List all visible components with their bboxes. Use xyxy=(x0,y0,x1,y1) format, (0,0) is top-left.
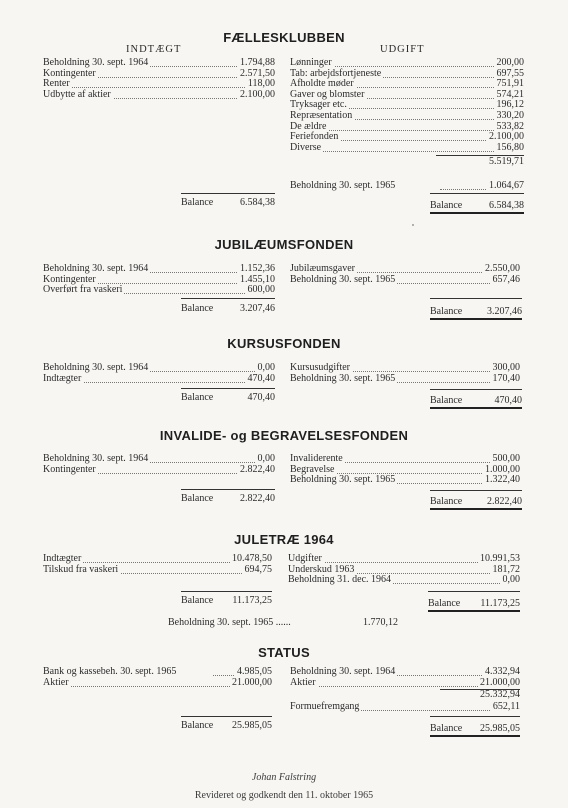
ledger-row: Diverse 156,80 xyxy=(290,141,524,153)
ledger-row: Kursusudgifter 300,00 xyxy=(290,362,520,373)
jubilaeum-expense-list xyxy=(290,264,520,285)
kursus-expense-list xyxy=(290,363,520,384)
balance-underline xyxy=(428,610,520,612)
balance-rule xyxy=(181,716,272,717)
juletrae-income-list xyxy=(43,554,272,575)
ledger-row: Tilskud fra vaskeri 694,75 xyxy=(43,563,272,575)
ledger-row: Feriefonden 2.100,00 xyxy=(290,131,524,143)
ledger-row: Formuefremgang 652,11 xyxy=(290,701,520,712)
kursus-income-list xyxy=(43,363,275,384)
section-title-kursusfonden: KURSUSFONDEN xyxy=(227,336,341,351)
ledger-row: Beholdning 30. sept. 1965 170,40 xyxy=(290,372,520,384)
ledger-row: Invaliderente 500,00 xyxy=(290,453,520,464)
income-header: INDTÆGT xyxy=(126,44,182,55)
balance-underline xyxy=(430,212,524,214)
section-title-jubilaeumsfonden: JUBILÆUMSFONDEN xyxy=(214,237,354,252)
jubilaeum-income-list xyxy=(43,264,275,296)
balance-rule xyxy=(181,591,272,592)
balance-underline xyxy=(430,735,520,737)
ledger-row: 25.332,94 xyxy=(480,689,520,700)
status-liability-list xyxy=(290,667,520,688)
balance-rule xyxy=(430,490,522,491)
ledger-row: Aktier 21.000,00 xyxy=(43,676,272,688)
balance-rule xyxy=(430,193,524,194)
faelles-income-list xyxy=(43,58,275,100)
ledger-row: Tab: arbejdsfortjeneste 697,55 xyxy=(290,67,524,79)
ledger-row: Tryksager etc. 196,12 xyxy=(290,99,524,111)
balance-underline xyxy=(430,508,522,510)
ledger-row: Gaver og blomster 574,21 xyxy=(290,88,524,100)
balance-rule xyxy=(430,389,522,390)
faelles-expense-subtotal xyxy=(290,157,524,168)
ledger-row: Kontingenter 1.455,10 xyxy=(43,273,275,285)
section-title-faellesklubben: FÆLLESKLUBBEN xyxy=(223,30,345,45)
ledger-row: 5.519,71 xyxy=(489,156,524,167)
balance-rule xyxy=(430,298,522,299)
ledger-row: Repræsentation 330,20 xyxy=(290,109,524,121)
section-title-juletrae: JULETRÆ 1964 xyxy=(234,532,334,547)
ledger-row: Beholdning 30. sept. 1964 0,00 xyxy=(43,362,275,373)
ledger-row: Renter 118,00 xyxy=(43,78,275,90)
ledger-row: Beholdning 31. dec. 1964 0,00 xyxy=(288,574,520,586)
ledger-row: Bank og kassebeh. 30. sept. 1965 4.985,05 xyxy=(43,666,272,677)
section-title-status: STATUS xyxy=(258,645,310,660)
ledger-row: Udbytte af aktier 2.100,00 xyxy=(43,88,275,100)
faelles-expense-list xyxy=(290,58,524,153)
ledger-row: Beholdning 30. sept. 1965 657,46 xyxy=(290,273,520,285)
ledger-row: Beholdning 30. sept. 1964 1.794,88 xyxy=(43,57,275,68)
ledger-row: Indtægter 10.478,50 xyxy=(43,553,272,564)
balance-underline xyxy=(430,318,522,320)
ledger-row: Lønninger 200,00 xyxy=(290,57,524,68)
ledger-row: Kontingenter 2.571,50 xyxy=(43,67,275,79)
balance-rule xyxy=(181,298,275,299)
ledger-row: Afholdte møder 751,91 xyxy=(290,78,524,90)
ledger-row: Beholdning 30. sept. 1965 1.064,67 xyxy=(290,180,524,191)
balance-rule xyxy=(181,193,275,194)
ledger-row: Udgifter 10.991,53 xyxy=(288,553,520,564)
audit-note: Revideret og godkendt den 11. oktober 1965 xyxy=(194,790,374,801)
ledger-row: Beholdning 30. sept. 1964 1.152,36 xyxy=(43,263,275,274)
ledger-row: De ældre 533,82 xyxy=(290,120,524,132)
faelles-closing-row xyxy=(290,181,524,192)
ledger-row: Jubilæumsgaver 2.550,00 xyxy=(290,263,520,274)
ledger-row: Begravelse 1.000,00 xyxy=(290,463,520,475)
ledger-row: Beholdning 30. sept. 1964 0,00 xyxy=(43,453,275,464)
balance-rule xyxy=(430,716,520,717)
ledger-row: Underskud 1963 181,72 xyxy=(288,563,520,575)
ledger-row: Beholdning 30. sept. 1965 1.322,40 xyxy=(290,474,520,486)
invalide-income-list xyxy=(43,454,275,475)
signature: Johan Falstring xyxy=(251,772,317,783)
expense-header: UDGIFT xyxy=(380,44,425,55)
balance-rule xyxy=(181,388,275,389)
paper-speck xyxy=(412,224,414,226)
accounts-page: FÆLLESKLUBBEN INDTÆGT UDGIFT Beholdning 30. sept. 1964 1.794,88 Kontingenter 2.571,50 Renter 118,00 Udbytte af aktier 2.100,00 Lønninger 200,00 Tab: arbejdsfortjeneste 697,55 Afholdte møder 751,91 Gaver og blomster 574,21 Tryksager etc. 196,12 Repræsentation 330,20 De ældre 533,82 Feriefonden 2.100,00 Diverse 156,80 5.519,71 Beholdning 30. sept. 1965 1.064,67 Balance 6.584,38 Balance 6.584,38 JUBILÆUMSFONDEN Beholdning 30. sept. 1964 1.152,36 Kontingenter 1.455,10 Overført fra vaskeri 600,00 Jubilæumsgaver 2.550,00 Beholdning 30. sept. 1965 657,46 Balance 3.207,46 Balance 3.207,46 KURSUSFONDEN Beholdning 30. sept. 1964 0,00 Indtægter 470,40 Kursusudgifter 300,00 Beholdning 30. sept. 1965 170,40 Balance 470,40 Balance 470,40 INVALIDE- og BEGRAVELSESFONDEN Beholdning 30. sept. 1964 0,00 Kontingenter 2.822,40 Invaliderente 500,00 Begravelse 1.000,00 Beholdning 30. sept. 1965 1.322,40 Balance 2.822,40 Balance 2.822,40 JULETRÆ 1964 Indtægter 10.478,50 Tilskud fra vaskeri 694,75 Udgifter 10.991,53 Underskud 1963 181,72 Beholdning 31. dec. 1964 0,00 Balance 11.173,25 Balance 11.173,25 Beholdning 30. sept. 1965 ...... 1.770,12 STATUS Bank og kassebeh. 30. sept. 1965 4.985,05 Aktier 21.000,00 Beholdning 30. sept. 1964 4.332,94 Aktier 21.000,00 25.332,94 Formuefremgang 652,11 Balance 25.985,05 Balance 25.985,05 Johan Falstring Revideret og godkendt den 11. oktober 1965 xyxy=(0,0,568,808)
juletrae-expense-list xyxy=(288,554,520,586)
status-subtotal xyxy=(290,690,520,701)
balance-rule xyxy=(181,489,275,490)
ledger-row: Overført fra vaskeri 600,00 xyxy=(43,284,275,296)
ledger-row: Beholdning 30. sept. 1964 4.332,94 xyxy=(290,666,520,677)
status-asset-list xyxy=(43,667,272,688)
invalide-expense-list xyxy=(290,454,520,486)
ledger-row: Aktier 21.000,00 xyxy=(290,676,520,688)
balance-rule xyxy=(428,591,520,592)
ledger-row: Indtægter 470,40 xyxy=(43,372,275,384)
balance-underline xyxy=(430,407,522,409)
status-formue-row xyxy=(290,702,520,713)
ledger-row: Kontingenter 2.822,40 xyxy=(43,463,275,475)
section-title-invalide-begravelse: INVALIDE- og BEGRAVELSESFONDEN xyxy=(159,428,409,443)
